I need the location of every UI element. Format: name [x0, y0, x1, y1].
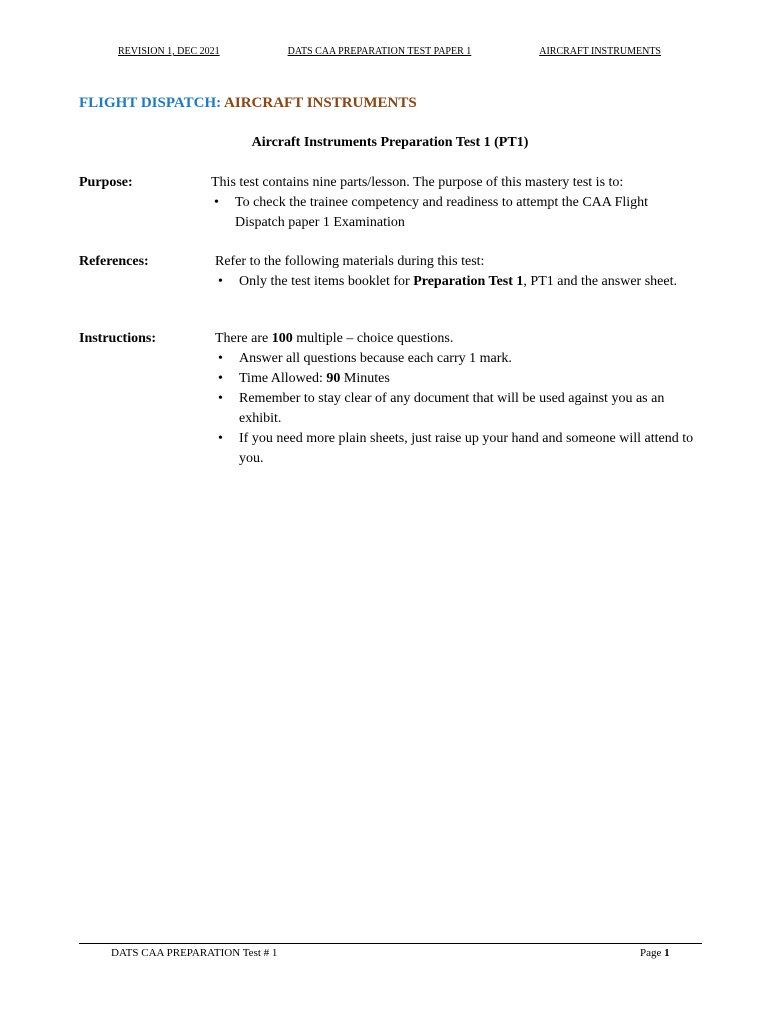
- purpose-body: [211, 173, 697, 233]
- header-paper-title: DATS CAA PREPARATION TEST PAPER 1: [287, 46, 472, 57]
- instructions-list: [215, 349, 701, 469]
- time-allowed-value: 90: [326, 371, 341, 386]
- purpose-label: Purpose:: [79, 175, 133, 190]
- instructions-intro-text: There are: [215, 331, 272, 346]
- references-bullet-tail: , PT1 and the answer sheet.: [523, 274, 677, 289]
- instructions-bullet-sheets: • If you need more plain sheets, just raise up your hand and someone will attend to you.: [215, 429, 701, 469]
- page-header: [118, 46, 661, 57]
- instructions-bullet-marks: • Answer all questions because each carry 1 mark.: [215, 349, 701, 369]
- title-aircraft-instruments: AIRCRAFT INSTRUMENTS: [224, 95, 417, 111]
- references-bullet: [215, 272, 701, 292]
- instructions-intro-tail: multiple – choice questions.: [292, 331, 454, 346]
- instructions-label: Instructions:: [79, 331, 157, 346]
- references-list: [215, 272, 701, 292]
- instructions-intro: [215, 329, 701, 349]
- instructions-bullet-document: • Remember to stay clear of any document that will be used against you as an exhibit.: [215, 389, 701, 429]
- references-bullet-bold: Preparation Test 1: [413, 274, 524, 289]
- page-number-value: 1: [664, 947, 670, 959]
- instructions-bullet-time: [215, 369, 701, 389]
- header-revision: REVISION 1, DEC 2021: [118, 46, 220, 57]
- instructions-body: [215, 329, 701, 469]
- references-intro: Refer to the following materials during this test:: [215, 254, 485, 269]
- test-subtitle: Aircraft Instruments Preparation Test 1 (PT1): [251, 135, 529, 150]
- references-label: References:: [79, 254, 149, 269]
- question-count: 100: [271, 331, 293, 346]
- title-flight-dispatch: FLIGHT DISPATCH:: [79, 95, 222, 111]
- footer-divider: [79, 943, 702, 944]
- purpose-bullet: • To check the trainee competency and readiness to attempt the CAA Flight Dispatch paper 1 Examination: [211, 193, 697, 233]
- page-label: Page: [640, 947, 665, 959]
- document-title: [79, 95, 417, 112]
- references-bullet-text: Only the test items booklet for: [239, 274, 414, 289]
- time-allowed-label: Time Allowed:: [239, 371, 327, 386]
- references-body: [215, 252, 701, 292]
- purpose-list: [211, 193, 697, 233]
- page-number: [640, 947, 670, 959]
- footer-title: DATS CAA PREPARATION Test # 1: [111, 947, 278, 959]
- time-allowed-unit: Minutes: [340, 371, 390, 386]
- purpose-intro: This test contains nine parts/lesson. The purpose of this mastery test is to:: [211, 175, 624, 190]
- header-subject: AIRCRAFT INSTRUMENTS: [539, 46, 661, 57]
